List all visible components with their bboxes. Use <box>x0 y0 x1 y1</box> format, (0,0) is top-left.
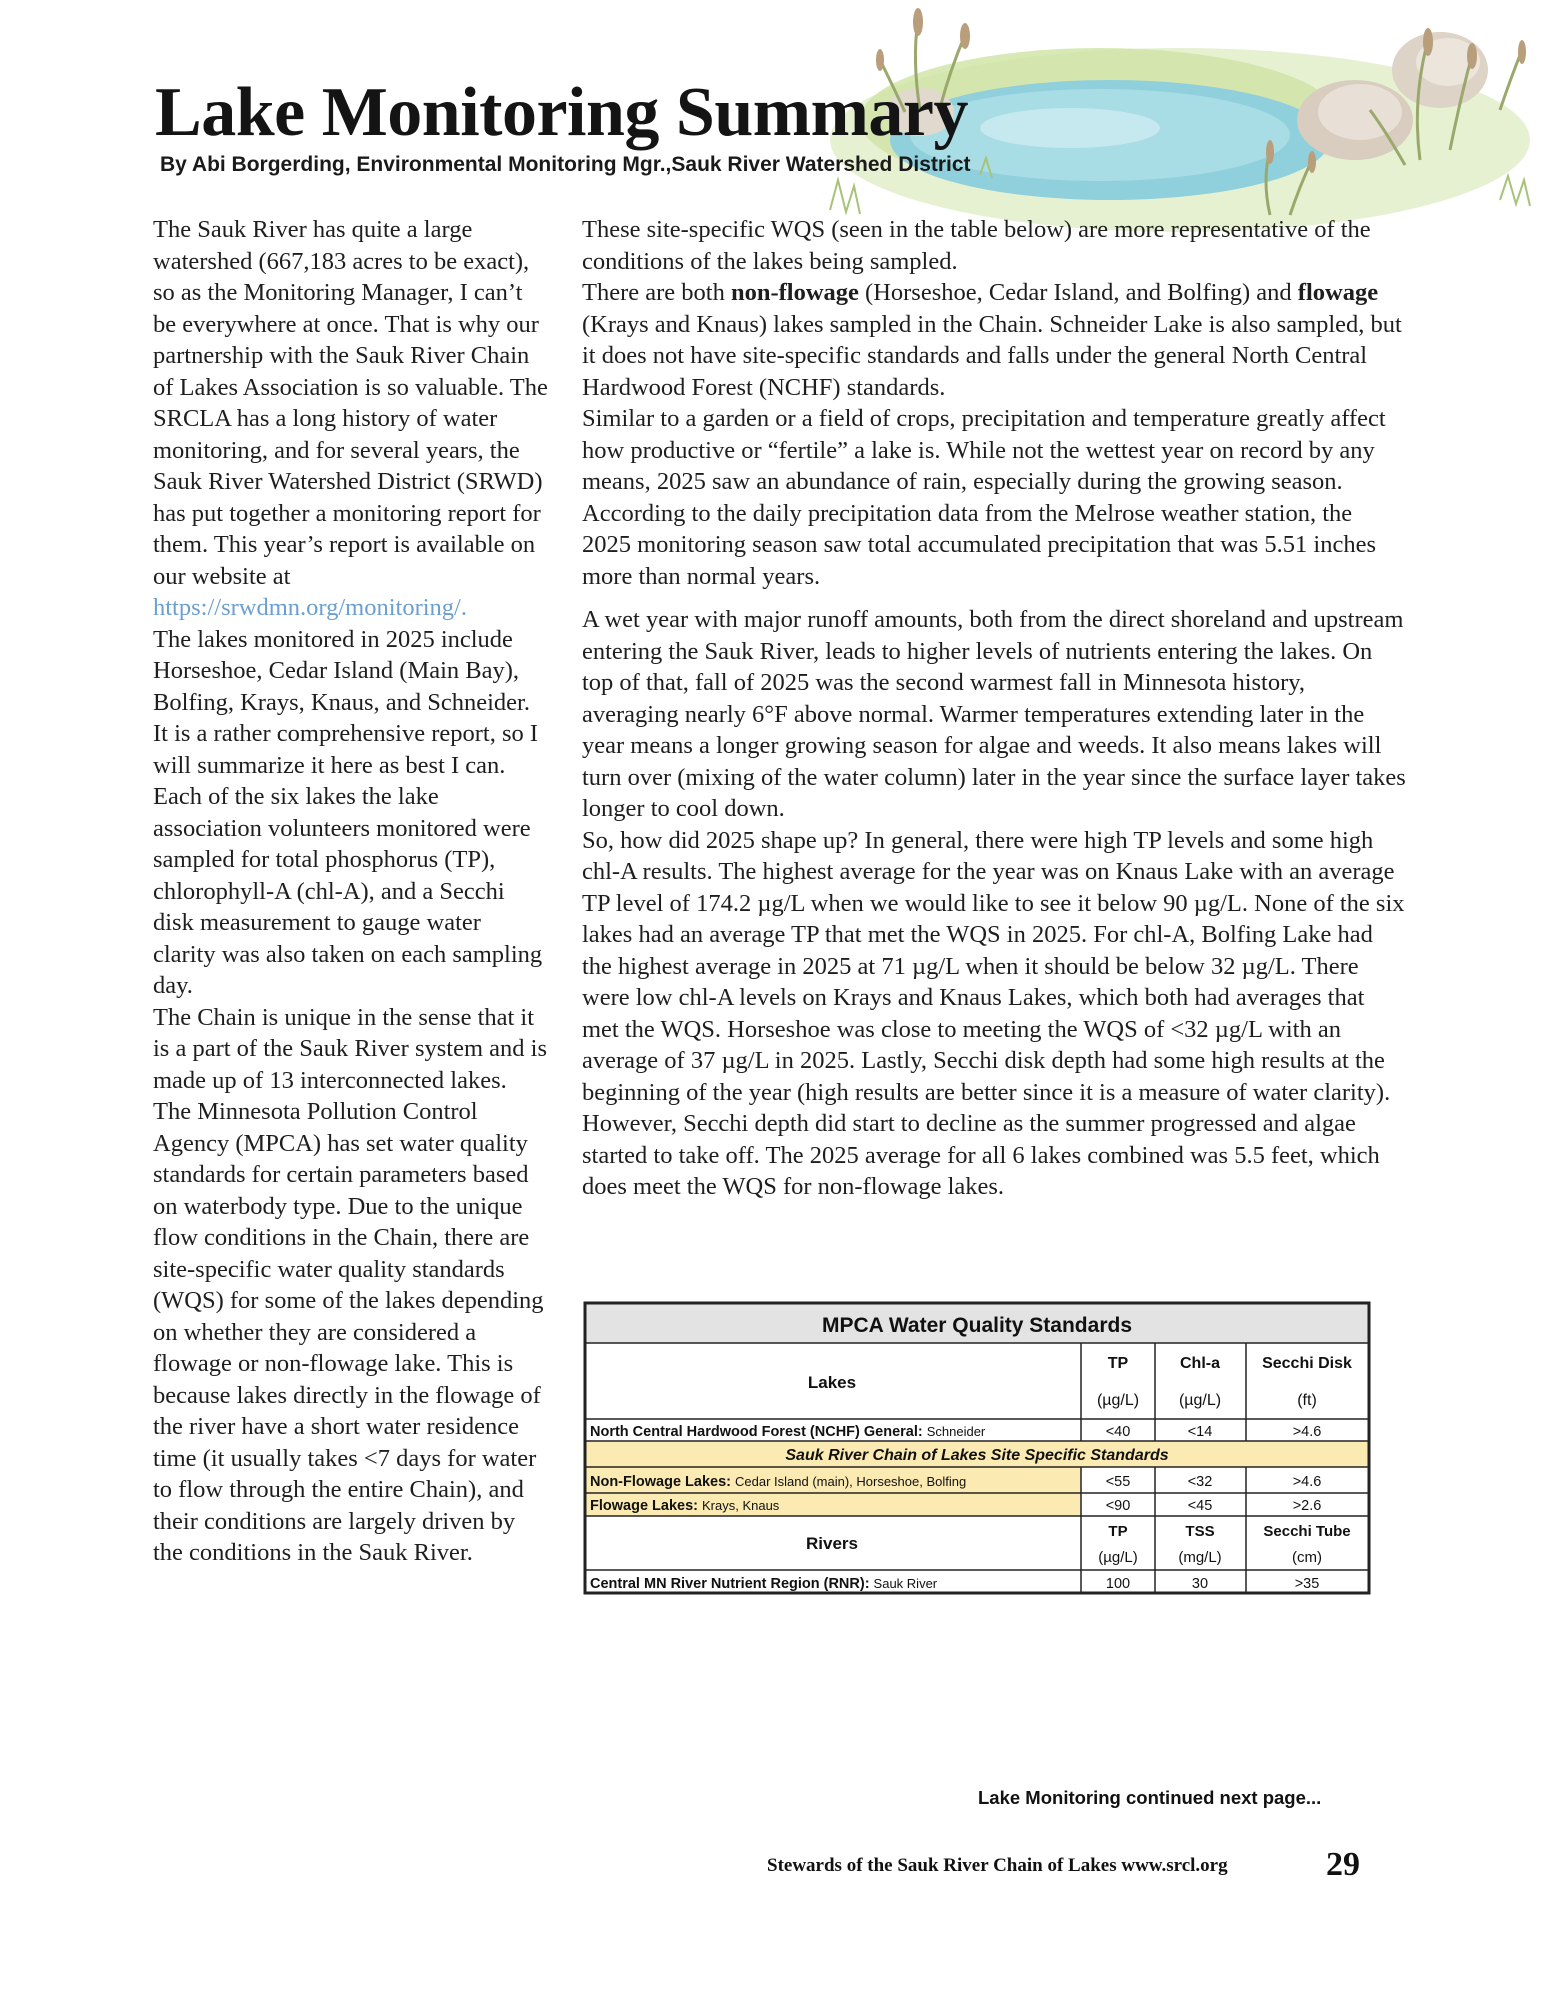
right-column <box>582 214 1407 1203</box>
river-row-label: Central MN River Nutrient Region (RNR): Sauk River <box>590 1576 938 1592</box>
river-tp: 100 <box>1105 1576 1131 1592</box>
nonflowage-row-label: Non-Flowage Lakes: Cedar Island (main), Horseshoe, Bolfing <box>590 1474 967 1490</box>
page-title: Lake Monitoring Summary <box>155 74 968 151</box>
bold-term: flowage <box>1297 279 1379 306</box>
paragraph: So, how did 2025 shape up? In general, there were high TP levels and some high chl-A results. The highest average for the year was on Knaus Lake with an average TP level of 174.2 µg/L when we would like to see it below 90 µg/L. None of the six lakes had an average TP that met the WQS in 2025. For chl-A, Bolfing Lake had the highest average in 2025 at 71 µg/L when it should be below 32 µg/L. There were low chl-A levels on Krays and Knaus Lakes, which both had averages that met the WQS. Horseshoe was close to meeting the WQS of <32 µg/L with an average of 37 µg/L in 2025. Lastly, Secchi disk depth had some high results at the beginning of the year (high results are better since it is a measure of water clarity). However, Secchi depth did start to decline as the summer progressed and algae started to take off. The 2025 average for all 6 lakes combined was 5.5 feet, which does meet the WQS for non-flowage lakes. <box>582 826 1405 1200</box>
river-secchi-unit: (cm) <box>1292 1549 1322 1566</box>
tp-unit: (µg/L) <box>1096 1392 1140 1409</box>
river-tp-header: TP <box>1108 1523 1128 1540</box>
chla-header: Chl-a <box>1180 1355 1220 1372</box>
chla-unit: (µg/L) <box>1178 1392 1222 1409</box>
nchf-row-label: North Central Hardwood Forest (NCHF) General: Schneider <box>590 1424 986 1440</box>
flowage-row-label: Flowage Lakes: Krays, Knaus <box>590 1498 780 1514</box>
nonflowage-tp: <55 <box>1105 1474 1131 1490</box>
paragraph: The lakes monitored in 2025 include Horseshoe, Cedar Island (Main Bay), Bolfing, Krays, Knaus, and Schneider. It is a rather comprehensive report, so I will summarize it here as best I can. <box>153 625 539 779</box>
paragraph: A wet year with major runoff amounts, both from the direct shoreland and upstream entering the Sauk River, leads to higher levels of nutrients entering the lakes. On top of that, fall of 2025 was the second warmest fall in Minnesota history, averaging nearly 6°F above normal. Warmer temperatures extending later in the year means a longer growing season for algae and weeds. It also means lakes will turn over (mixing of the water column) later in the year since the surface layer takes longer to cool down. <box>582 606 1406 822</box>
footer-publication: Stewards of the Sauk River Chain of Lakes www.srcl.org <box>767 1855 1228 1876</box>
tp-header: TP <box>1107 1355 1129 1372</box>
paragraph: The Chain is unique in the sense that it is a part of the Sauk River system and is made up of 13 interconnected lakes. The Minnesota Pollution Control Agency (MPCA) has set water quality standards for certain parameters based on waterbody type. Due to the unique flow conditions in the Chain, there are site-specific water quality standards (WQS) for some of the lakes depending on whether they are considered a flowage or non-flowage lake. This is because lakes directly in the flowage of the river have a short water residence time (it usually takes <7 days for water to flow through the entire Chain), and their conditions are largely driven by the conditions in the Sauk River. <box>153 1003 547 1566</box>
nonflowage-secchi: >4.6 <box>1292 1474 1322 1490</box>
river-tss-unit: (mg/L) <box>1178 1549 1222 1566</box>
river-secchi-header: Secchi Tube <box>1263 1523 1351 1540</box>
paragraph: There are both non-flowage (Horseshoe, Cedar Island, and Bolfing) and flowage (Krays and Knaus) lakes sampled in the Chain. Schneider Lake is also sampled, but it does not have site-specific standards and falls under the general North Central Hardwood Forest (NCHF) standards. <box>582 279 1402 401</box>
nonflowage-chla: <32 <box>1187 1474 1213 1490</box>
flowage-secchi: >2.6 <box>1292 1498 1322 1514</box>
water-quality-table <box>582 1300 1372 1596</box>
river-tp-unit: (µg/L) <box>1098 1549 1138 1566</box>
author-byline: By Abi Borgerding, Environmental Monitoring Mgr.,Sauk River Watershed District <box>160 153 971 176</box>
river-secchi: >35 <box>1294 1576 1320 1592</box>
page-number: 29 <box>1326 1846 1360 1883</box>
section-title: Sauk River Chain of Lakes Site Specific Standards <box>785 1447 1169 1464</box>
river-tss: 30 <box>1191 1576 1209 1592</box>
paragraph: The Sauk River has quite a large watershed (667,183 acres to be exact), so as the Monitoring Manager, I can’t be everywhere at once. That is why our partnership with the Sauk River Chain of Lakes Association is so valuable. The SRCLA has a long history of water monitoring, and for several years, the Sauk River Watershed District (SRWD) has put together a monitoring report for them. This year’s report is available on our website at https://srwdmn.org/monitoring/. <box>153 216 548 621</box>
lakes-header: Lakes <box>807 1373 857 1392</box>
nchf-tp: <40 <box>1105 1424 1131 1440</box>
monitoring-link[interactable]: https://srwdmn.org/monitoring/. <box>153 594 467 621</box>
continued-note: Lake Monitoring continued next page... <box>978 1787 1322 1808</box>
flowage-chla: <45 <box>1187 1498 1213 1514</box>
secchi-header: Secchi Disk <box>1262 1355 1352 1372</box>
paragraph: Similar to a garden or a field of crops, precipitation and temperature greatly affect how productive or “fertile” a lake is. While not the wettest year on record by any means, 2025 saw an abundance of rain, especially during the growing season. According to the daily precipitation data from the Melrose weather station, the 2025 monitoring season saw total accumulated precipitation that was 5.51 inches more than normal years. <box>582 405 1386 590</box>
nchf-chla: <14 <box>1187 1424 1213 1440</box>
paragraph: Each of the six lakes the lake association volunteers monitored were sampled for total phosphorus (TP), chlorophyll-A (chl-A), and a Secchi disk measurement to gauge water clarity was also taken on each sampling day. <box>153 783 543 999</box>
river-tss-header: TSS <box>1185 1523 1215 1540</box>
flowage-tp: <90 <box>1105 1498 1131 1514</box>
rivers-header: Rivers <box>806 1534 858 1553</box>
paragraph: These site-specific WQS (seen in the table below) are more representative of the conditions of the lakes being sampled. <box>582 216 1371 275</box>
bold-term: non-flowage <box>730 279 859 306</box>
nchf-secchi: >4.6 <box>1292 1424 1322 1440</box>
secchi-unit: (ft) <box>1297 1392 1317 1409</box>
left-column <box>153 214 548 1569</box>
table-title: MPCA Water Quality Standards <box>822 1314 1132 1337</box>
